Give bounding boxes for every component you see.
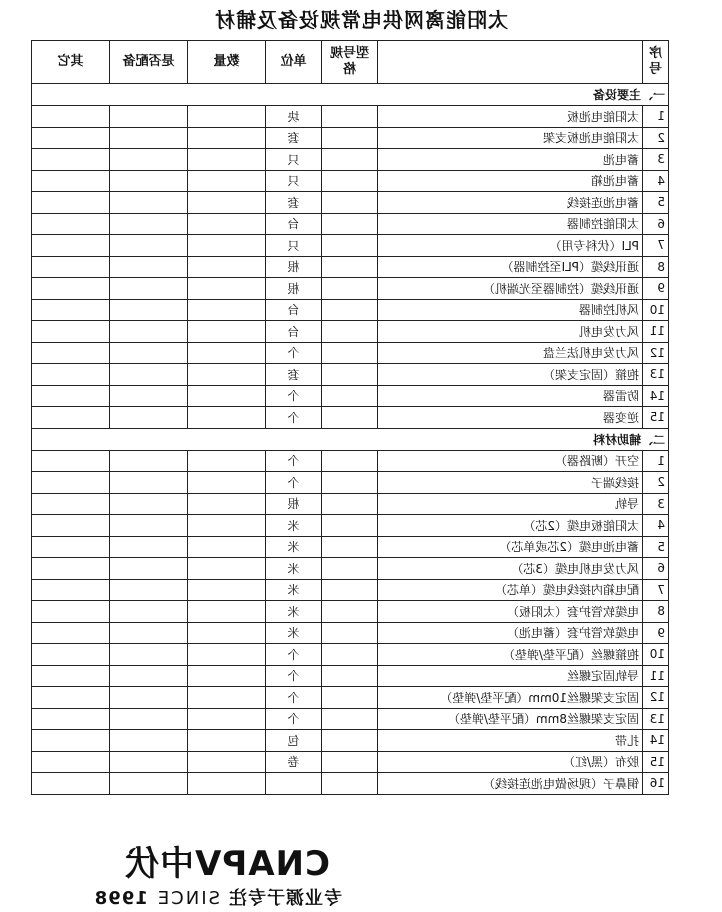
row-unit-cell: 卷 (266, 751, 322, 773)
row-index-cell: 14 (643, 385, 669, 407)
row-configured-cell (110, 730, 188, 752)
row-spec-cell (322, 127, 378, 149)
row-name-cell: 抱箍（固定支架） (378, 364, 643, 386)
row-configured-cell (110, 256, 188, 278)
row-configured-cell (110, 644, 188, 666)
row-index-cell: 5 (643, 192, 669, 214)
row-qty-cell (188, 536, 266, 558)
row-other-cell (32, 773, 110, 795)
row-unit-cell: 只 (266, 170, 322, 192)
row-unit-cell: 个 (266, 708, 322, 730)
row-other-cell (32, 472, 110, 494)
row-other-cell (32, 213, 110, 235)
row-unit-cell: 个 (266, 665, 322, 687)
row-unit-cell: 米 (266, 558, 322, 580)
row-unit-cell: 台 (266, 321, 322, 343)
row-qty-cell (188, 106, 266, 128)
table-row (32, 601, 669, 623)
row-other-cell (32, 730, 110, 752)
row-spec-cell (322, 106, 378, 128)
row-configured-cell (110, 149, 188, 171)
row-other-cell (32, 106, 110, 128)
row-configured-cell (110, 493, 188, 515)
row-name-cell: 蓄电池连接线 (378, 192, 643, 214)
row-unit-cell: 块 (266, 106, 322, 128)
row-qty-cell (188, 730, 266, 752)
row-other-cell (32, 321, 110, 343)
row-spec-cell (322, 644, 378, 666)
row-index-cell: 16 (643, 773, 669, 795)
row-qty-cell (188, 127, 266, 149)
row-other-cell (32, 493, 110, 515)
row-unit-cell: 根 (266, 493, 322, 515)
row-name-cell: 太阳能电池板支架 (378, 127, 643, 149)
row-index-cell: 13 (643, 364, 669, 386)
row-name-cell: 扎带 (378, 730, 643, 752)
row-other-cell (32, 622, 110, 644)
row-name-cell: 风机控制器 (378, 299, 643, 321)
slogan-year: 1998 (93, 888, 148, 909)
row-configured-cell (110, 622, 188, 644)
row-qty-cell (188, 493, 266, 515)
row-qty-cell (188, 364, 266, 386)
row-name-cell: 固定支架螺丝10mm（配平垫/弹垫） (378, 687, 643, 709)
row-unit-cell: 台 (266, 299, 322, 321)
row-qty-cell (188, 170, 266, 192)
row-spec-cell (322, 235, 378, 257)
row-configured-cell (110, 192, 188, 214)
row-qty-cell (188, 687, 266, 709)
row-name-cell: 风力发电机电缆（3芯） (378, 558, 643, 580)
table-row (32, 170, 669, 192)
row-qty-cell (188, 558, 266, 580)
row-spec-cell (322, 192, 378, 214)
row-spec-cell (322, 665, 378, 687)
row-configured-cell (110, 385, 188, 407)
row-index-cell: 12 (643, 342, 669, 364)
company-logo (90, 836, 330, 884)
table-row (32, 278, 669, 300)
table-row (32, 364, 669, 386)
row-index-cell: 7 (643, 235, 669, 257)
row-name-cell: 铜鼻子（现场做电池连接线） (378, 773, 643, 795)
column-header-unit: 单位 (266, 41, 322, 84)
row-unit-cell: 个 (266, 687, 322, 709)
row-name-cell: 太阳能电池板 (378, 106, 643, 128)
row-configured-cell (110, 127, 188, 149)
table-row (32, 687, 669, 709)
row-index-cell: 12 (643, 687, 669, 709)
column-header-spec: 型号规格 (322, 41, 378, 84)
row-unit-cell: 米 (266, 579, 322, 601)
row-qty-cell (188, 385, 266, 407)
row-spec-cell (322, 472, 378, 494)
table-row (32, 299, 669, 321)
row-spec-cell (322, 149, 378, 171)
table-row (32, 558, 669, 580)
row-spec-cell (322, 407, 378, 429)
row-index-cell: 8 (643, 256, 669, 278)
table-row (32, 665, 669, 687)
row-index-cell: 6 (643, 213, 669, 235)
row-unit-cell: 个 (266, 472, 322, 494)
row-name-cell: 逆变器 (378, 407, 643, 429)
row-configured-cell (110, 364, 188, 386)
row-name-cell: 太阳能控制器 (378, 213, 643, 235)
row-index-cell: 6 (643, 558, 669, 580)
row-configured-cell (110, 299, 188, 321)
row-unit-cell: 米 (266, 536, 322, 558)
row-name-cell: 防雷器 (378, 385, 643, 407)
row-configured-cell (110, 213, 188, 235)
table-row (32, 407, 669, 429)
row-unit-cell: 只 (266, 149, 322, 171)
row-configured-cell (110, 708, 188, 730)
row-unit-cell: 包 (266, 730, 322, 752)
table-row (32, 213, 669, 235)
section-header-row (32, 84, 669, 106)
table-row (32, 708, 669, 730)
row-index-cell: 15 (643, 751, 669, 773)
row-qty-cell (188, 665, 266, 687)
row-index-cell: 4 (643, 170, 669, 192)
row-other-cell (32, 751, 110, 773)
table-row (32, 342, 669, 364)
row-other-cell (32, 256, 110, 278)
row-name-cell: 胶布（黑/红） (378, 751, 643, 773)
table-body (32, 84, 669, 795)
row-other-cell (32, 364, 110, 386)
row-qty-cell (188, 515, 266, 537)
row-spec-cell (322, 385, 378, 407)
row-unit-cell: 个 (266, 450, 322, 472)
equipment-table (31, 40, 669, 795)
row-qty-cell (188, 321, 266, 343)
row-spec-cell (322, 687, 378, 709)
row-other-cell (32, 558, 110, 580)
row-configured-cell (110, 665, 188, 687)
table-row (32, 579, 669, 601)
row-name-cell: 空开（断路器） (378, 450, 643, 472)
table-row (32, 192, 669, 214)
row-configured-cell (110, 450, 188, 472)
row-index-cell: 1 (643, 106, 669, 128)
table-row (32, 385, 669, 407)
row-qty-cell (188, 708, 266, 730)
row-configured-cell (110, 601, 188, 623)
table-row (32, 127, 669, 149)
row-other-cell (32, 708, 110, 730)
row-spec-cell (322, 751, 378, 773)
row-configured-cell (110, 579, 188, 601)
table-row (32, 256, 669, 278)
row-configured-cell (110, 407, 188, 429)
row-qty-cell (188, 644, 266, 666)
row-qty-cell (188, 751, 266, 773)
row-qty-cell (188, 450, 266, 472)
row-qty-cell (188, 192, 266, 214)
table-row (32, 773, 669, 795)
row-index-cell: 11 (643, 321, 669, 343)
row-spec-cell (322, 278, 378, 300)
row-qty-cell (188, 342, 266, 364)
row-name-cell: 电缆软管护套（蓄电池） (378, 622, 643, 644)
row-spec-cell (322, 622, 378, 644)
row-other-cell (32, 170, 110, 192)
row-spec-cell (322, 730, 378, 752)
table-row (32, 536, 669, 558)
row-spec-cell (322, 256, 378, 278)
row-configured-cell (110, 751, 188, 773)
row-other-cell (32, 407, 110, 429)
row-unit-cell: 根 (266, 256, 322, 278)
row-name-cell: 通讯线缆（控制器至光端机） (378, 278, 643, 300)
row-unit-cell: 套 (266, 364, 322, 386)
row-other-cell (32, 687, 110, 709)
row-other-cell (32, 192, 110, 214)
table-row (32, 106, 669, 128)
column-header-name (378, 41, 643, 84)
row-name-cell: 导轨固定螺丝 (378, 665, 643, 687)
row-index-cell: 10 (643, 644, 669, 666)
row-configured-cell (110, 170, 188, 192)
row-other-cell (32, 536, 110, 558)
row-qty-cell (188, 579, 266, 601)
row-spec-cell (322, 536, 378, 558)
column-header-other: 其它 (32, 41, 110, 84)
row-qty-cell (188, 622, 266, 644)
row-configured-cell (110, 321, 188, 343)
row-qty-cell (188, 299, 266, 321)
table-row (32, 235, 669, 257)
row-unit-cell (266, 773, 322, 795)
row-name-cell: 导轨 (378, 493, 643, 515)
row-name-cell: 接线端子 (378, 472, 643, 494)
table-row (32, 450, 669, 472)
row-other-cell (32, 385, 110, 407)
row-unit-cell: 个 (266, 407, 322, 429)
logo-mark: CNAPV中伏 (124, 844, 330, 884)
row-index-cell: 5 (643, 536, 669, 558)
row-qty-cell (188, 472, 266, 494)
row-qty-cell (188, 601, 266, 623)
row-spec-cell (322, 450, 378, 472)
row-other-cell (32, 127, 110, 149)
row-configured-cell (110, 342, 188, 364)
row-name-cell: 蓄电池箱 (378, 170, 643, 192)
row-other-cell (32, 278, 110, 300)
row-index-cell: 10 (643, 299, 669, 321)
row-name-cell: 太阳能板电缆（2芯） (378, 515, 643, 537)
row-configured-cell (110, 536, 188, 558)
row-other-cell (32, 515, 110, 537)
row-index-cell: 15 (643, 407, 669, 429)
row-qty-cell (188, 278, 266, 300)
row-name-cell: 配电箱内接线电缆（单芯） (378, 579, 643, 601)
column-header-qty: 数量 (188, 41, 266, 84)
slogan-since: SINCE (155, 888, 220, 909)
row-qty-cell (188, 407, 266, 429)
row-index-cell: 3 (643, 149, 669, 171)
section-title: 二、辅助材料 (32, 428, 669, 450)
row-qty-cell (188, 256, 266, 278)
row-qty-cell (188, 213, 266, 235)
row-other-cell (32, 149, 110, 171)
row-unit-cell: 个 (266, 385, 322, 407)
row-spec-cell (322, 515, 378, 537)
row-other-cell (32, 450, 110, 472)
row-other-cell (32, 665, 110, 687)
row-index-cell: 14 (643, 730, 669, 752)
row-unit-cell: 台 (266, 213, 322, 235)
row-name-cell: 蓄电池 (378, 149, 643, 171)
row-other-cell (32, 579, 110, 601)
table-row (32, 622, 669, 644)
row-qty-cell (188, 773, 266, 795)
row-configured-cell (110, 235, 188, 257)
row-name-cell: 蓄电池电缆（2芯或单芯） (378, 536, 643, 558)
row-index-cell: 4 (643, 515, 669, 537)
row-unit-cell: 个 (266, 342, 322, 364)
column-header-configured: 是否配备 (110, 41, 188, 84)
section-header-row (32, 428, 669, 450)
row-spec-cell (322, 364, 378, 386)
row-unit-cell: 根 (266, 278, 322, 300)
row-qty-cell (188, 149, 266, 171)
row-configured-cell (110, 515, 188, 537)
row-spec-cell (322, 493, 378, 515)
row-unit-cell: 米 (266, 622, 322, 644)
row-spec-cell (322, 299, 378, 321)
row-configured-cell (110, 687, 188, 709)
row-configured-cell (110, 558, 188, 580)
row-name-cell: 通讯线缆（PLI至控制器） (378, 256, 643, 278)
table-row (32, 644, 669, 666)
table-row (32, 730, 669, 752)
row-other-cell (32, 601, 110, 623)
table-row (32, 149, 669, 171)
row-qty-cell (188, 235, 266, 257)
row-index-cell: 9 (643, 622, 669, 644)
table-header-row (32, 41, 669, 84)
row-other-cell (32, 235, 110, 257)
column-header-index: 序号 (643, 41, 669, 84)
row-unit-cell: 只 (266, 235, 322, 257)
row-index-cell: 9 (643, 278, 669, 300)
row-name-cell: 抱箍螺丝（配平垫/弹垫） (378, 644, 643, 666)
row-configured-cell (110, 278, 188, 300)
slogan-text: 专业源于专注 (228, 888, 342, 909)
row-unit-cell: 米 (266, 601, 322, 623)
row-configured-cell (110, 106, 188, 128)
table-row (32, 493, 669, 515)
row-index-cell: 2 (643, 127, 669, 149)
row-name-cell: 固定支架螺丝8mm（配平垫/弹垫） (378, 708, 643, 730)
row-other-cell (32, 342, 110, 364)
document-title: 太阳能离网供电常规设备及辅材 (214, 8, 508, 32)
row-unit-cell: 个 (266, 644, 322, 666)
row-spec-cell (322, 579, 378, 601)
row-other-cell (32, 299, 110, 321)
row-name-cell: PLI（伏科专用） (378, 235, 643, 257)
table-row (32, 751, 669, 773)
row-spec-cell (322, 601, 378, 623)
row-other-cell (32, 644, 110, 666)
table-row (32, 515, 669, 537)
row-spec-cell (322, 170, 378, 192)
row-index-cell: 11 (643, 665, 669, 687)
row-name-cell: 风力发电机 (378, 321, 643, 343)
row-spec-cell (322, 213, 378, 235)
row-unit-cell: 套 (266, 127, 322, 149)
row-unit-cell: 套 (266, 192, 322, 214)
company-slogan (82, 884, 342, 910)
row-name-cell: 风力发电机法兰盘 (378, 342, 643, 364)
row-spec-cell (322, 321, 378, 343)
row-spec-cell (322, 773, 378, 795)
row-index-cell: 1 (643, 450, 669, 472)
row-index-cell: 7 (643, 579, 669, 601)
section-title: 一、主要设备 (32, 84, 669, 106)
row-index-cell: 2 (643, 472, 669, 494)
row-configured-cell (110, 773, 188, 795)
row-name-cell: 电缆软管护套（太阳板） (378, 601, 643, 623)
table-row (32, 472, 669, 494)
table-row (32, 321, 669, 343)
row-spec-cell (322, 342, 378, 364)
row-spec-cell (322, 708, 378, 730)
row-configured-cell (110, 472, 188, 494)
row-index-cell: 13 (643, 708, 669, 730)
row-index-cell: 3 (643, 493, 669, 515)
row-spec-cell (322, 558, 378, 580)
row-index-cell: 8 (643, 601, 669, 623)
row-unit-cell: 米 (266, 515, 322, 537)
